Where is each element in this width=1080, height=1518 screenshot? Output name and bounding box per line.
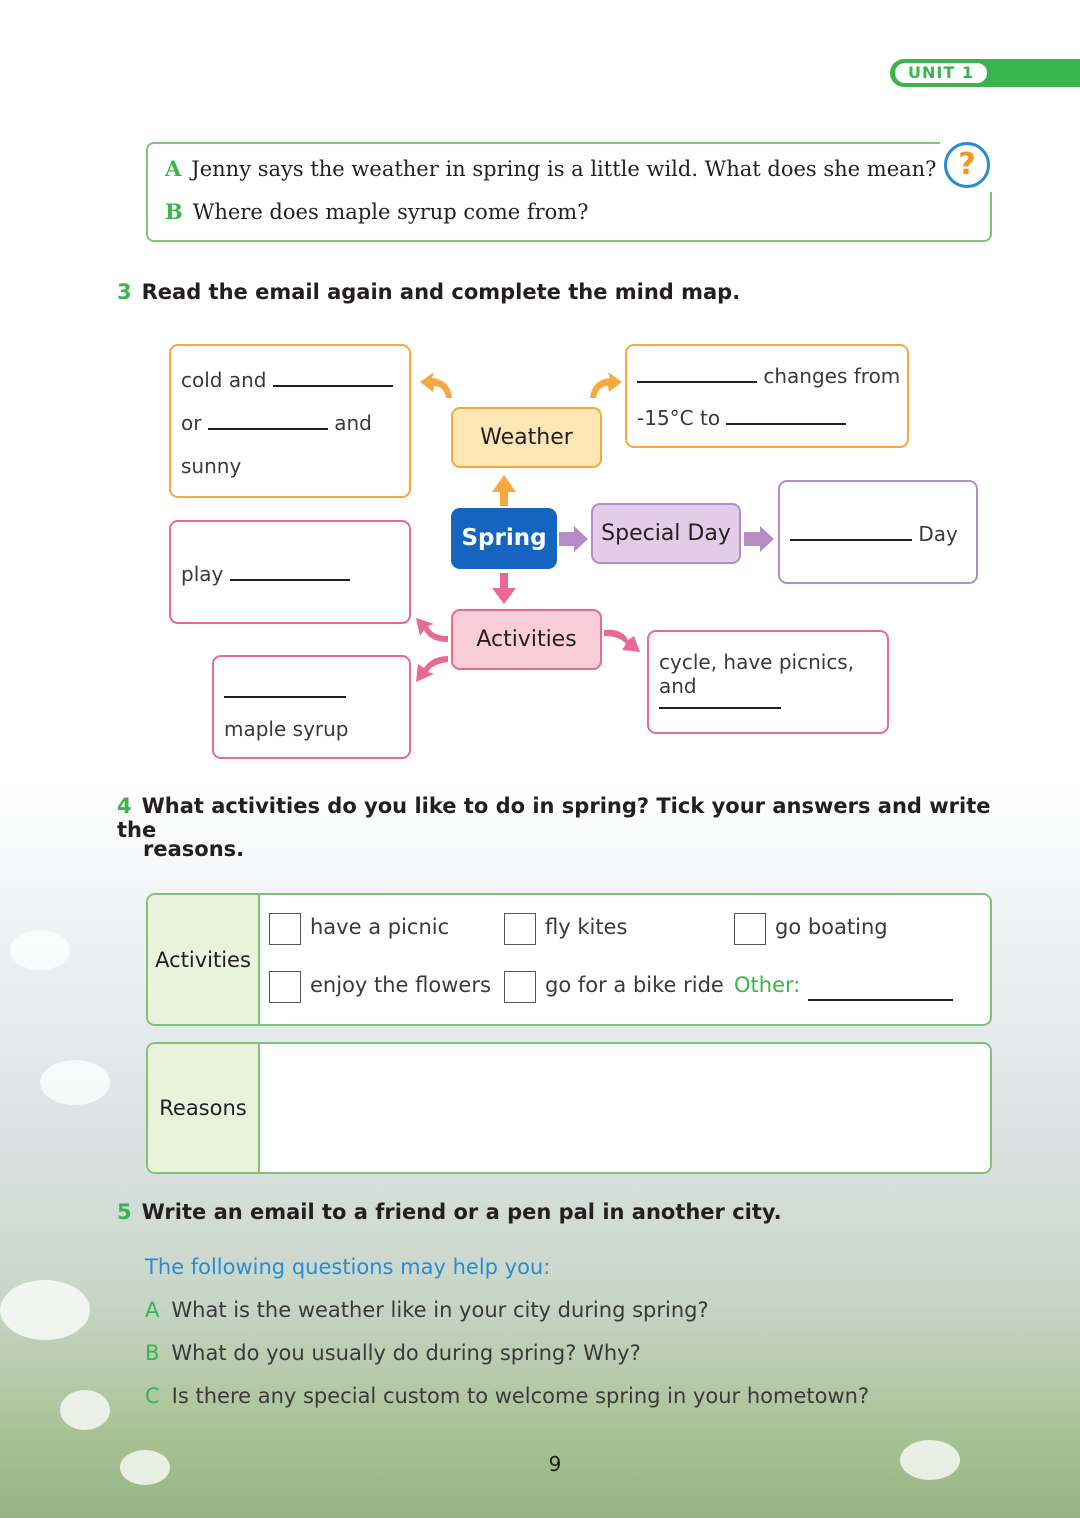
arrow-activities-syrup <box>416 656 448 682</box>
section-5-intro: The following questions may help you: <box>145 1255 551 1279</box>
checkbox-fly-kites[interactable] <box>504 913 536 945</box>
prompt-c: C Is there any special custom to welcome spring in your hometown? <box>145 1384 870 1408</box>
option-have-a-picnic: have a picnic <box>310 915 450 939</box>
prompt-b: B What do you usually do during spring? Why? <box>145 1341 641 1365</box>
blossom-decoration <box>120 1450 170 1485</box>
weather-node: Weather <box>451 407 602 468</box>
arrow-up-weather <box>492 475 516 506</box>
question-a: A Jenny says the weather in spring is a little wild. What does she mean? <box>165 156 937 181</box>
other-label: Other: <box>734 973 801 997</box>
section-4-title-cont: reasons. <box>143 837 245 861</box>
prompt-a: A What is the weather like in your city during spring? <box>145 1298 709 1322</box>
checkbox-go-for-a-bike-ride[interactable] <box>504 971 536 1003</box>
blossom-decoration <box>60 1390 110 1430</box>
arrow-weather-right <box>590 372 622 398</box>
reasons-writing-area[interactable] <box>260 1044 990 1172</box>
option-go-boating: go boating <box>775 915 888 939</box>
weather-left-box: cold and or and sunny <box>169 344 411 498</box>
checkbox-go-boating[interactable] <box>734 913 766 945</box>
arrow-special-box <box>744 526 774 552</box>
other-answer-blank[interactable] <box>808 998 953 1001</box>
special-day-node: Special Day <box>591 503 741 564</box>
section-3-title: 3 Read the email again and complete the mind map. <box>117 280 741 304</box>
option-fly-kites: fly kites <box>545 915 628 939</box>
blossom-decoration <box>40 1060 110 1105</box>
section-4-title: 4 What activities do you like to do in spring? Tick your answers and write the <box>117 794 991 842</box>
weather-right-box: changes from -15°C to <box>625 344 909 448</box>
activities-node: Activities <box>451 609 602 670</box>
checkbox-enjoy-the-flowers[interactable] <box>269 971 301 1003</box>
reasons-header: Reasons <box>148 1044 260 1172</box>
reasons-table <box>146 1042 992 1174</box>
checkbox-have-a-picnic[interactable] <box>269 913 301 945</box>
arrow-down-activities <box>492 573 516 604</box>
arrow-weather-left <box>420 372 452 398</box>
arrow-spring-special <box>559 526 588 552</box>
arrow-activities-right <box>604 630 640 652</box>
unit-label: UNIT 1 <box>893 61 989 85</box>
special-day-box: Day <box>778 480 978 584</box>
question-mark-icon: ? <box>940 140 992 192</box>
arrow-activities-play <box>416 618 448 642</box>
page-number: 9 <box>548 1452 562 1476</box>
activities-header: Activities <box>148 895 260 1024</box>
spring-node: Spring <box>451 508 557 569</box>
option-go-for-a-bike-ride: go for a bike ride <box>545 973 724 997</box>
activities-syrup-box: maple syrup <box>212 655 411 759</box>
question-b: B Where does maple syrup come from? <box>165 199 589 224</box>
blossom-decoration <box>10 930 70 970</box>
activities-play-box: play <box>169 520 411 624</box>
option-enjoy-the-flowers: enjoy the flowers <box>310 973 491 997</box>
activities-right-box: cycle, have picnics, and <box>647 630 889 734</box>
section-5-title: 5 Write an email to a friend or a pen pal in another city. <box>117 1200 782 1224</box>
blossom-decoration <box>900 1440 960 1480</box>
blossom-decoration <box>0 1280 90 1340</box>
